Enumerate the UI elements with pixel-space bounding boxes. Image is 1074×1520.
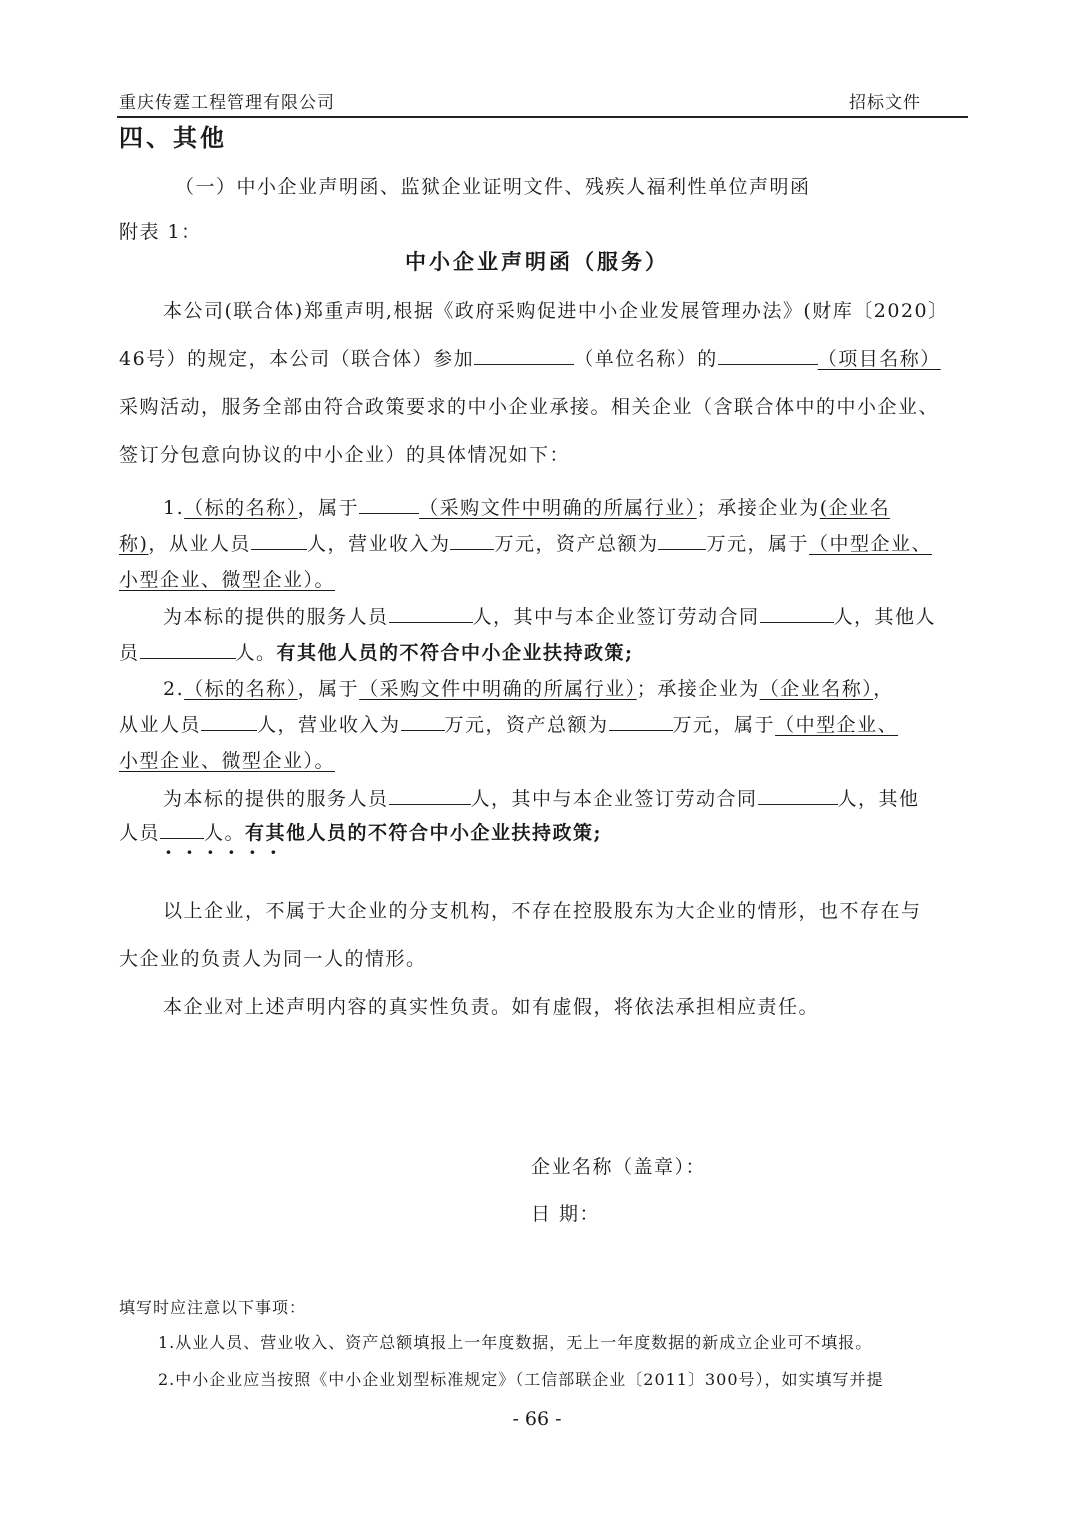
item1-text: 为本标的提供的服务人员 [163,606,389,628]
item2-size-class-cont: 小型企业、微型企业）。 [119,750,336,772]
closing-line-3: 本企业对上述声明内容的真实性负责。如有虚假，将依法承担相应责任。 [163,996,820,1018]
item1-text: 万元，资产总额为 [494,533,659,555]
item1-text: ，属于 [297,497,360,519]
note-1: 1.从业人员、营业收入、资产总额填报上一年度数据，无上一年度数据的新成立企业可不填报。 [158,1333,873,1352]
fill-blank [201,713,257,731]
item2-text: 人员 [119,822,161,844]
intro-line-1: 本公司(联合体)郑重声明,根据《政府采购促进中小企业发展管理办法》(财库〔2020〕 [163,300,949,322]
item1-size-class-cont: 小型企业、微型企业）。 [119,569,336,591]
item2-staff-line-1 [163,784,920,811]
item1-text: 万元，属于 [706,533,809,555]
fill-blank [251,532,307,550]
section-title: 四、其他 [119,123,227,152]
item1-company-cont: 称) [119,533,149,555]
intro-line-2 [119,344,941,371]
header-doc-type: 招标文件 [849,93,921,113]
item1-text: 人，营业收入为 [306,533,451,555]
unit-name-label: （单位名称）的 [574,348,718,370]
intro-line-3: 采购活动，服务全部由符合政策要求的中小企业承接。相关企业（含联合体中的中小企业、 [119,396,940,418]
item1-policy-note: 有其他人员的不符合中小企业扶持政策; [276,642,634,664]
item2-size-class: （中型企业、 [775,714,899,736]
item1-line-3 [119,565,335,592]
item2-policy-note: 有其他人员的不符合中小企业扶持政策; [245,822,603,844]
subsection-title: （一）中小企业声明函、监狱企业证明文件、残疾人福利性单位声明函 [175,176,811,198]
fill-blank [389,605,473,623]
fill-blank [160,821,204,839]
item1-staff-line-2 [119,638,634,665]
intro-line-4: 签订分包意向协议的中小企业）的具体情况如下： [119,444,571,466]
project-name-label: （项目名称） [817,348,941,370]
intro-text-a: 46号）的规定，本公司（联合体）参加 [119,348,475,370]
item1-line-2 [119,529,932,556]
item2-text: ， [873,678,894,700]
closing-line-1: 以上企业，不属于大企业的分支机构，不存在控股股东为大企业的情形，也不存在与 [163,900,922,922]
item2-line-2 [119,710,898,737]
fill-blank [758,787,838,805]
item1-line-1 [163,493,890,520]
item1-company: (企业名 [819,497,891,519]
item1-number: 1. [163,497,185,519]
declaration-title: 中小企业声明函（服务） [405,249,669,274]
item2-text: 为本标的提供的服务人员 [163,788,389,810]
header-rule [117,116,968,118]
ellipsis: ······ [165,840,291,864]
item2-text: 人，其中与本企业签订劳动合同 [470,788,758,810]
item2-text: ；承接企业为 [636,678,760,700]
item1-text: 员 [119,642,140,664]
item1-text: 人，其中与本企业签订劳动合同 [472,606,760,628]
closing-line-2: 大企业的负责人为同一人的情形。 [119,948,427,970]
attachment-label: 附表 1： [119,221,202,243]
item2-text: 人，营业收入为 [257,714,401,736]
item2-text: 万元，属于 [672,714,776,736]
item1-text: ，从业人员 [148,533,251,555]
signature-company-label: 企业名称（盖章）： [531,1156,707,1178]
signature-date-label: 日 期： [531,1203,601,1225]
item1-staff-line-1 [163,602,936,629]
page-number: - 66 - [512,1408,562,1430]
item1-size-class: （中型企业、 [808,533,932,555]
item2-subject: （标的名称） [184,678,298,700]
item1-text: ；承接企业为 [696,497,820,519]
notes-title: 填写时应注意以下事项： [119,1298,307,1317]
fill-blank [389,787,471,805]
item1-text: 人。 [235,642,277,664]
header-company: 重庆传霆工程管理有限公司 [119,93,335,113]
item2-industry: （采购文件中明确的所属行业） [359,678,637,700]
note-2: 2.中小企业应当按照《中小企业划型标准规定》（工信部联企业〔2011〕300号），如实填写并提 [158,1370,884,1389]
item2-text: 万元，资产总额为 [444,714,609,736]
fill-blank [401,713,445,731]
fill-blank [140,641,236,659]
fill-blank [450,532,494,550]
item1-industry: （采购文件中明确的所属行业） [419,497,697,519]
fill-blank [658,532,706,550]
item2-number: 2. [163,678,185,700]
fill-blank [760,605,834,623]
item1-subject: （标的名称） [184,497,298,519]
item2-text: 人。 [204,822,246,844]
fill-blank [718,347,818,365]
item2-company: （企业名称） [759,678,874,700]
item2-line-1 [163,674,894,701]
item2-text: 人，其他 [837,788,920,810]
item1-text: 人，其他人 [833,606,937,628]
item2-text: ，属于 [297,678,360,700]
item2-line-3 [119,746,335,773]
item2-text: 从业人员 [119,714,202,736]
fill-blank [359,496,419,514]
fill-blank [474,347,574,365]
fill-blank [609,713,673,731]
